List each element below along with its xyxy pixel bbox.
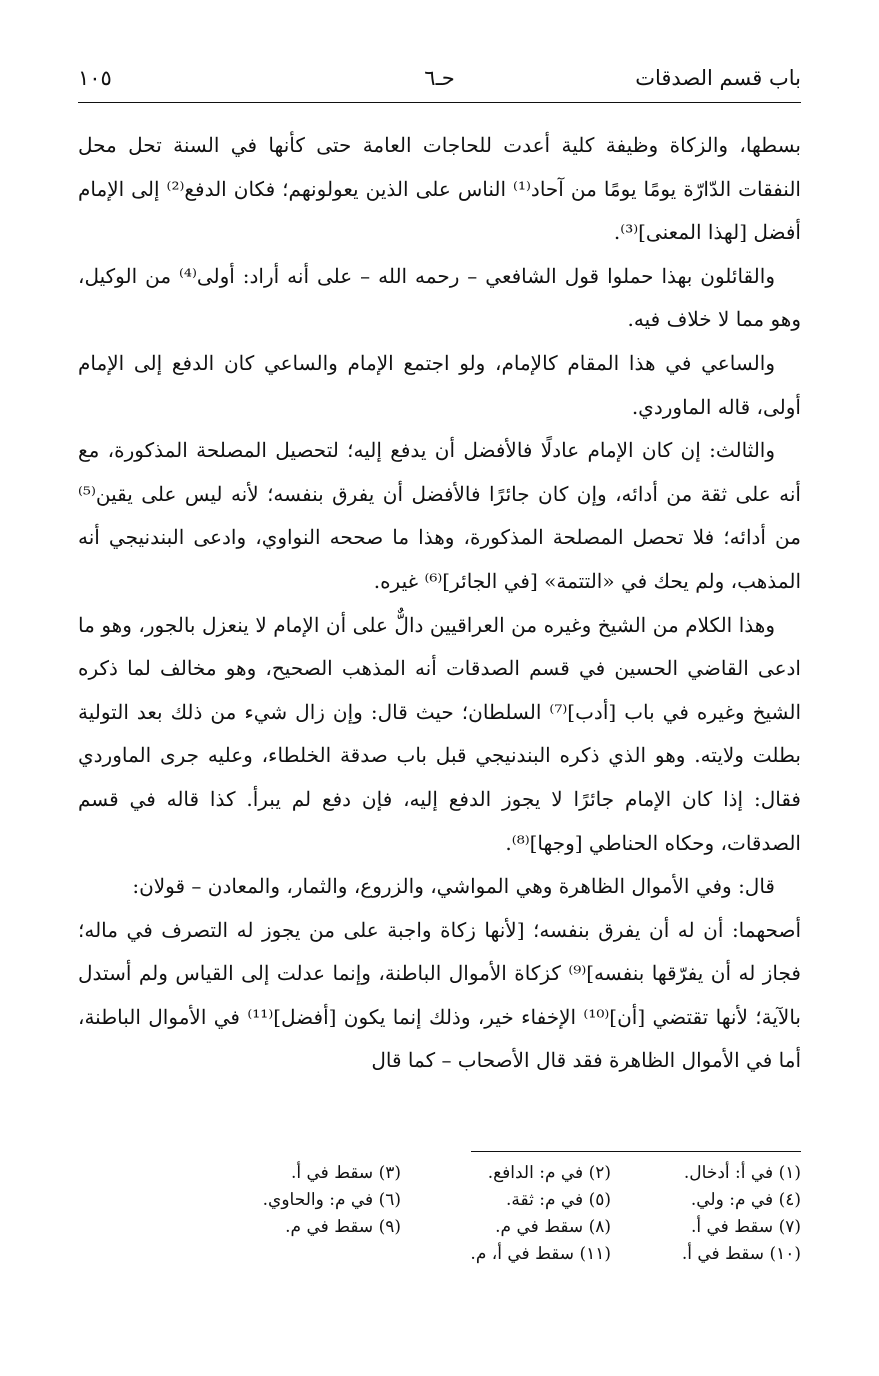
paragraph: بسطها، والزكاة وظيفة كلية أعدت للحاجات العامة حتى كأنها في السنة تحل محل النفقات الدّارّة يومًا يومًا من آحاد⁽¹⁾ الناس على الذين يعولونهم؛ فكان الدفع⁽²⁾ إلى الإمام أفضل [لهذا المعنى]⁽³⁾.: [78, 133, 801, 245]
footnote: (١٠) سقط في أ.: [681, 1244, 801, 1264]
chapter-title: باب قسم الصدقات: [635, 66, 801, 90]
footnote-divider: [471, 1151, 801, 1152]
running-header: [78, 62, 801, 103]
paragraph: وهذا الكلام من الشيخ وغيره من العراقيين دالٌّ على أن الإمام لا ينعزل بالجور، وهو ما ادعى القاضي الحسين في قسم الصدقات أنه المذهب الصحيح، وهو مخالف لما ذكره الشيخ وغيره في باب [أدب]⁽⁷⁾ السلطان؛ حيث قال: وإن زال شيء من ذلك بعد التولية بطلت ولايته. وهو الذي ذكره البندنيجي قبل باب صدقة الخلطاء، وعليه جرى الماوردي فقال: إذا كان الإمام جائرًا لا يجوز الدفع إليه، فإن دفع لم يبرأ. كذا قاله في قسم الصدقات، وحكاه الحناطي [وجها]⁽⁸⁾.: [78, 612, 802, 855]
footnote: (٥) في م: ثقة.: [505, 1190, 611, 1210]
footnote: (٦) في م: والحاوي.: [262, 1190, 401, 1210]
footnote-row: [78, 1214, 801, 1241]
footnote: (٤) في م: ولي.: [690, 1190, 801, 1210]
footnote: (١١) سقط في أ، م.: [470, 1244, 611, 1264]
paragraph: والثالث: إن كان الإمام عادلًا فالأفضل أن يدفع إليه؛ لتحصيل المصلحة المذكورة، مع أنه على ثقة من أدائه، وإن كان جائرًا فالأفضل أن يفرق بنفسه؛ لأنه ليس على يقين⁽⁵⁾ من أدائه؛ فلا تحصل المصلحة المذكورة، وهذا ما صححه النواوي، وادعى البندنيجي أنه المذهب، ولم يحك في «التتمة» [في الجائر]⁽⁶⁾ غيره.: [78, 438, 801, 593]
footnote-row: [78, 1160, 801, 1187]
footnotes: [78, 1160, 801, 1268]
footnote: (٢) في م: الدافع.: [487, 1163, 611, 1183]
paragraph: قال: وفي الأموال الظاهرة وهي المواشي، والزروع، والثمار، والمعادن – قولان:: [132, 874, 775, 899]
footnote: (١) في أ: أدخال.: [683, 1163, 801, 1183]
footnote: (٣) سقط في أ.: [290, 1163, 401, 1183]
paragraph: والقائلون بهذا حملوا قول الشافعي – رحمه الله – على أنه أراد: أولى⁽⁴⁾ من الوكيل، وهو مما لا خلاف فيه.: [78, 263, 801, 332]
paragraph: أصحهما: أن له أن يفرق بنفسه؛ [لأنها زكاة واجبة على من يجوز له التصرف في ماله؛ فجاز له أن يفرّقها بنفسه]⁽⁹⁾ كزكاة الأموال الباطنة، وإنما عدلت إلى القياس ولم أستدل بالآية؛ لأنها تقتضي [أن]⁽¹⁰⁾ الإخفاء خير، وذلك إنما يكون [أفضل]⁽¹¹⁾ في الأموال الباطنة، أما في الأموال الظاهرة فقد قال الأصحاب – كما قال: [78, 917, 802, 1073]
footnote: (٧) سقط في أ.: [690, 1217, 801, 1237]
footnote: (٩) سقط في م.: [285, 1217, 401, 1237]
footnote: [181, 1241, 401, 1268]
page-number: ١٠٥: [78, 66, 112, 90]
footnote: (٨) سقط في م.: [495, 1217, 611, 1237]
footnote-row: [78, 1187, 801, 1214]
main-text: [78, 124, 801, 1083]
volume-number: حـ٦: [424, 66, 455, 90]
footnote-row: [78, 1241, 801, 1268]
paragraph: والساعي في هذا المقام كالإمام، ولو اجتمع الإمام والساعي كان الدفع إلى الإمام أولى، قاله الماوردي.: [78, 350, 801, 419]
